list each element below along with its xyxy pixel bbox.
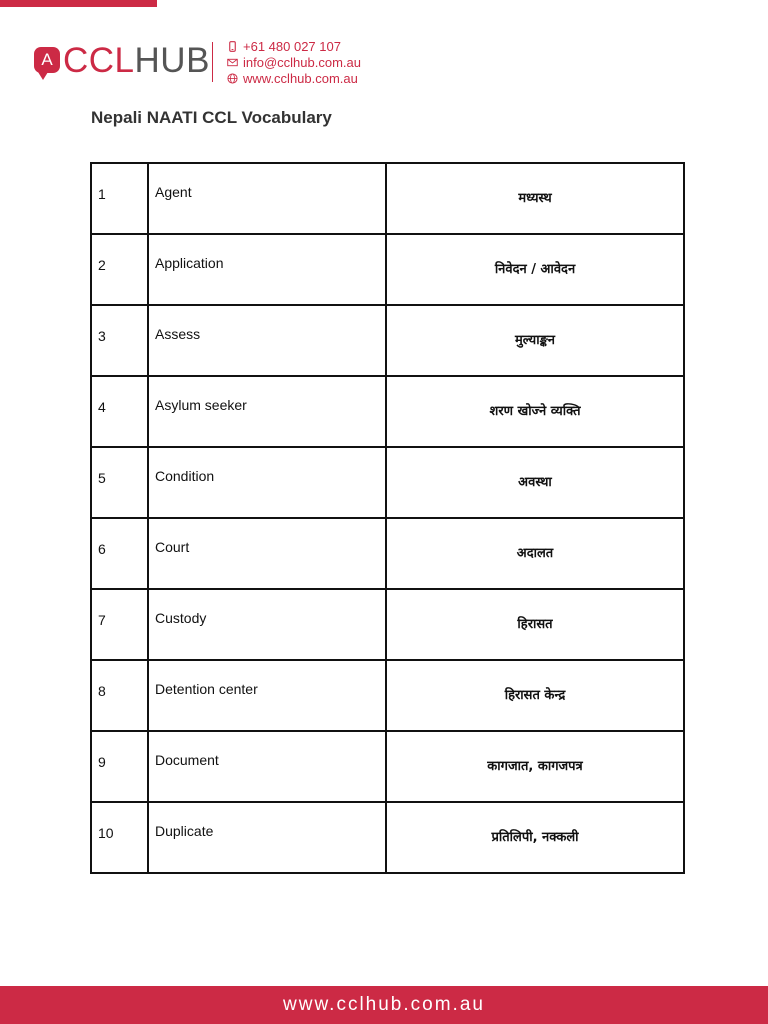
nepali-translation-cell bbox=[386, 447, 684, 518]
nepali-translation-cell bbox=[386, 163, 684, 234]
english-term: Condition bbox=[155, 468, 215, 484]
nepali-translation: प्रतिलिपी, नक्कली bbox=[491, 830, 579, 845]
english-term: Detention center bbox=[155, 681, 258, 697]
row-number-cell bbox=[91, 447, 148, 518]
english-term-cell bbox=[148, 376, 386, 447]
contact-email-row bbox=[226, 54, 361, 70]
contact-phone-row bbox=[226, 38, 361, 54]
document-title: Nepali NAATI CCL Vocabulary bbox=[91, 108, 332, 127]
nepali-translation: कागजात, कागजपत्र bbox=[487, 759, 583, 774]
nepali-translation: मध्यस्थ bbox=[518, 191, 552, 206]
nepali-translation: हिरासत केन्द्र bbox=[504, 688, 566, 703]
row-number-cell bbox=[91, 234, 148, 305]
contact-phone[interactable]: +61 480 027 107 bbox=[243, 38, 341, 54]
row-number: 5 bbox=[98, 470, 106, 486]
nepali-translation: मुल्याङ्कन bbox=[514, 333, 556, 348]
row-number: 1 bbox=[98, 186, 106, 202]
header-divider bbox=[212, 42, 213, 82]
english-term-cell bbox=[148, 518, 386, 589]
english-term: Document bbox=[155, 752, 219, 768]
english-term-cell bbox=[148, 234, 386, 305]
cclhub-logo bbox=[34, 41, 210, 81]
row-number: 9 bbox=[98, 754, 106, 770]
row-number-cell bbox=[91, 731, 148, 802]
table-row bbox=[91, 518, 684, 589]
nepali-translation: निवेदन / आवेदन bbox=[494, 262, 576, 277]
vocabulary-table bbox=[90, 162, 685, 874]
english-term: Assess bbox=[155, 326, 201, 342]
english-term-cell bbox=[148, 589, 386, 660]
contact-block bbox=[226, 38, 361, 86]
english-term: Court bbox=[155, 539, 190, 555]
logo-text-ccl: CCL bbox=[63, 41, 135, 80]
nepali-translation: अवस्था bbox=[518, 475, 552, 490]
english-term-cell bbox=[148, 731, 386, 802]
nepali-translation-cell bbox=[386, 376, 684, 447]
english-term: Asylum seeker bbox=[155, 397, 247, 413]
english-term-cell bbox=[148, 163, 386, 234]
english-term-cell bbox=[148, 660, 386, 731]
contact-website[interactable]: www.cclhub.com.au bbox=[243, 70, 358, 86]
english-term-cell bbox=[148, 305, 386, 376]
contact-website-row bbox=[226, 70, 361, 86]
english-term-cell bbox=[148, 802, 386, 873]
footer-website[interactable]: www.cclhub.com.au bbox=[283, 994, 485, 1015]
mail-icon bbox=[226, 56, 238, 68]
row-number: 8 bbox=[98, 683, 106, 699]
phone-icon bbox=[226, 40, 238, 52]
table-row bbox=[91, 731, 684, 802]
nepali-translation: अदालत bbox=[516, 546, 554, 561]
table-row bbox=[91, 163, 684, 234]
english-term: Agent bbox=[155, 184, 192, 200]
row-number-cell bbox=[91, 802, 148, 873]
nepali-translation-cell bbox=[386, 802, 684, 873]
globe-icon bbox=[226, 72, 238, 84]
table-row bbox=[91, 305, 684, 376]
row-number-cell bbox=[91, 163, 148, 234]
nepali-translation: शरण खोज्ने व्यक्ति bbox=[489, 404, 581, 419]
nepali-translation-cell bbox=[386, 234, 684, 305]
row-number: 10 bbox=[98, 825, 114, 841]
row-number: 2 bbox=[98, 257, 106, 273]
row-number: 7 bbox=[98, 612, 106, 628]
table-row bbox=[91, 447, 684, 518]
table-row bbox=[91, 234, 684, 305]
nepali-translation-cell bbox=[386, 589, 684, 660]
nepali-translation-cell bbox=[386, 518, 684, 589]
row-number-cell bbox=[91, 305, 148, 376]
row-number-cell bbox=[91, 660, 148, 731]
english-term: Duplicate bbox=[155, 823, 214, 839]
nepali-translation-cell bbox=[386, 660, 684, 731]
english-term-cell bbox=[148, 447, 386, 518]
contact-email[interactable]: info@cclhub.com.au bbox=[243, 54, 361, 70]
english-term: Application bbox=[155, 255, 224, 271]
footer-bar bbox=[0, 986, 768, 1024]
logo-badge: A bbox=[34, 47, 60, 73]
table-row bbox=[91, 376, 684, 447]
nepali-translation: हिरासत bbox=[517, 617, 553, 632]
top-accent-bar bbox=[0, 0, 157, 7]
row-number-cell bbox=[91, 589, 148, 660]
nepali-translation-cell bbox=[386, 305, 684, 376]
row-number-cell bbox=[91, 376, 148, 447]
row-number: 4 bbox=[98, 399, 106, 415]
row-number: 6 bbox=[98, 541, 106, 557]
row-number: 3 bbox=[98, 328, 106, 344]
table-row bbox=[91, 802, 684, 873]
row-number-cell bbox=[91, 518, 148, 589]
english-term: Custody bbox=[155, 610, 207, 626]
logo-text-hub: HUB bbox=[134, 41, 210, 80]
table-row bbox=[91, 589, 684, 660]
nepali-translation-cell bbox=[386, 731, 684, 802]
table-row bbox=[91, 660, 684, 731]
